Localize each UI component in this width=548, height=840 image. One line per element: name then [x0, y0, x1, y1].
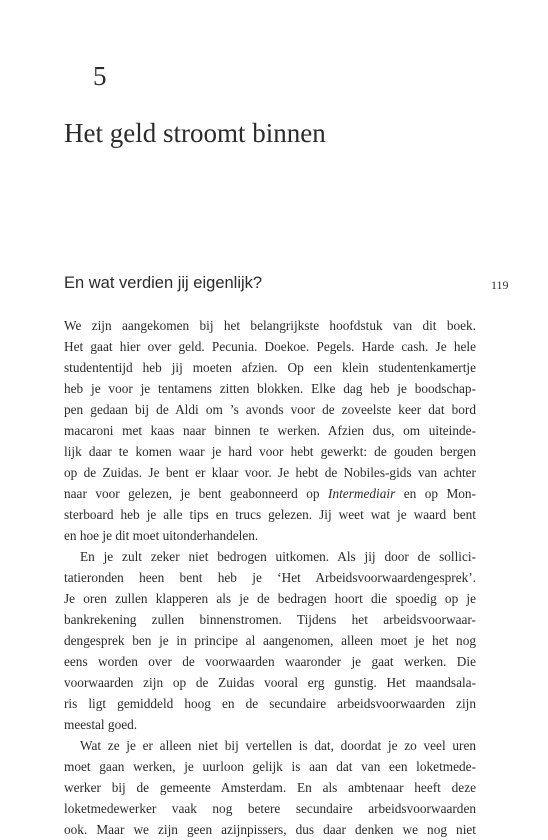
text-line: Wat ze je er alleen niet bij vertellen is dat, doordat je zo veel uren: [80, 738, 476, 753]
text-line: meestal goed.: [64, 717, 138, 732]
text-line: En je zult zeker niet bedrogen uitkomen. Als jij door de sollici-: [80, 549, 476, 564]
text-segment: en op Mon-: [395, 486, 476, 501]
text-line: lijk daar te komen waar je hard voor hebt gewerkt: de gouden bergen: [64, 444, 476, 459]
text-line: dengesprek ben je in principe al aangenomen, alleen moet je het nog: [64, 633, 476, 648]
text-line: Je oren zullen klapperen als je de bedragen hoort die spoedig op je: [64, 591, 476, 606]
text-line: pen gedaan bij de Aldi om ’s avonds voor de zoveelste keer dat bord: [64, 402, 476, 417]
italic-title: Intermediair: [328, 486, 396, 501]
text-line: studententijd heb jij moeten afzien. Op een klein studentenkamertje: [64, 360, 476, 375]
text-line: macaroni met kaas naar binnen te werken. Afzien dus, om uiteinde-: [64, 423, 476, 438]
section-heading: En wat verdien jij eigenlijk?: [64, 274, 263, 292]
text-line: voorwaarden zijn op de Zuidas vooral erg gunstig. Het maandsala-: [64, 675, 476, 690]
text-line: heb je voor je tentamens zitten blokken. Elke dag heb je boodschap-: [64, 381, 476, 396]
text-line: op de Zuidas. Je bent er klaar voor. Je hebt de Nobiles-gids van achter: [64, 465, 476, 480]
chapter-title: Het geld stroomt binnen: [64, 118, 326, 148]
text-line: sterboard heb je alle tips en trucs gelezen. Jij weet wat je waard bent: [64, 507, 476, 522]
text-line: [64, 483, 476, 504]
text-line: ook. Maar we zijn geen azijnpissers, dus daar denken we nog niet: [64, 822, 476, 837]
text-line: loketmedewerker vaak nog betere secundaire arbeidsvoorwaarden: [64, 801, 476, 816]
text-line: Het gaat hier over geld. Pecunia. Doekoe. Pegels. Harde cash. Je hele: [64, 339, 476, 354]
chapter-number: 5: [93, 61, 107, 91]
text-line: tatieronden heen bent heb je ‘Het Arbeidsvoorwaardengesprek’.: [64, 570, 476, 585]
body-text: [64, 315, 476, 840]
text-line: moet gaan werken, je uurloon gelijk is aan dat van een loketmede-: [64, 759, 476, 774]
text-line: We zijn aangekomen bij het belangrijkste hoofdstuk van dit boek.: [64, 318, 476, 333]
text-line: eens worden over de voorwaarden waaronder je gaat werken. Die: [64, 654, 476, 669]
text-line: ris ligt gemiddeld hoog en de secundaire arbeidsvoorwaarden zijn: [64, 696, 476, 711]
page-number: 119: [491, 278, 509, 292]
text-line: en hoe je dit moet uitonderhandelen.: [64, 528, 259, 543]
text-line: bankrekening zullen binnenstromen. Tijdens het arbeidsvoorwaar-: [64, 612, 476, 627]
text-line: werker bij de gemeente Amsterdam. En als ambtenaar heeft deze: [64, 780, 476, 795]
text-segment: naar voor gelezen, je bent geabonneerd op: [64, 486, 329, 501]
